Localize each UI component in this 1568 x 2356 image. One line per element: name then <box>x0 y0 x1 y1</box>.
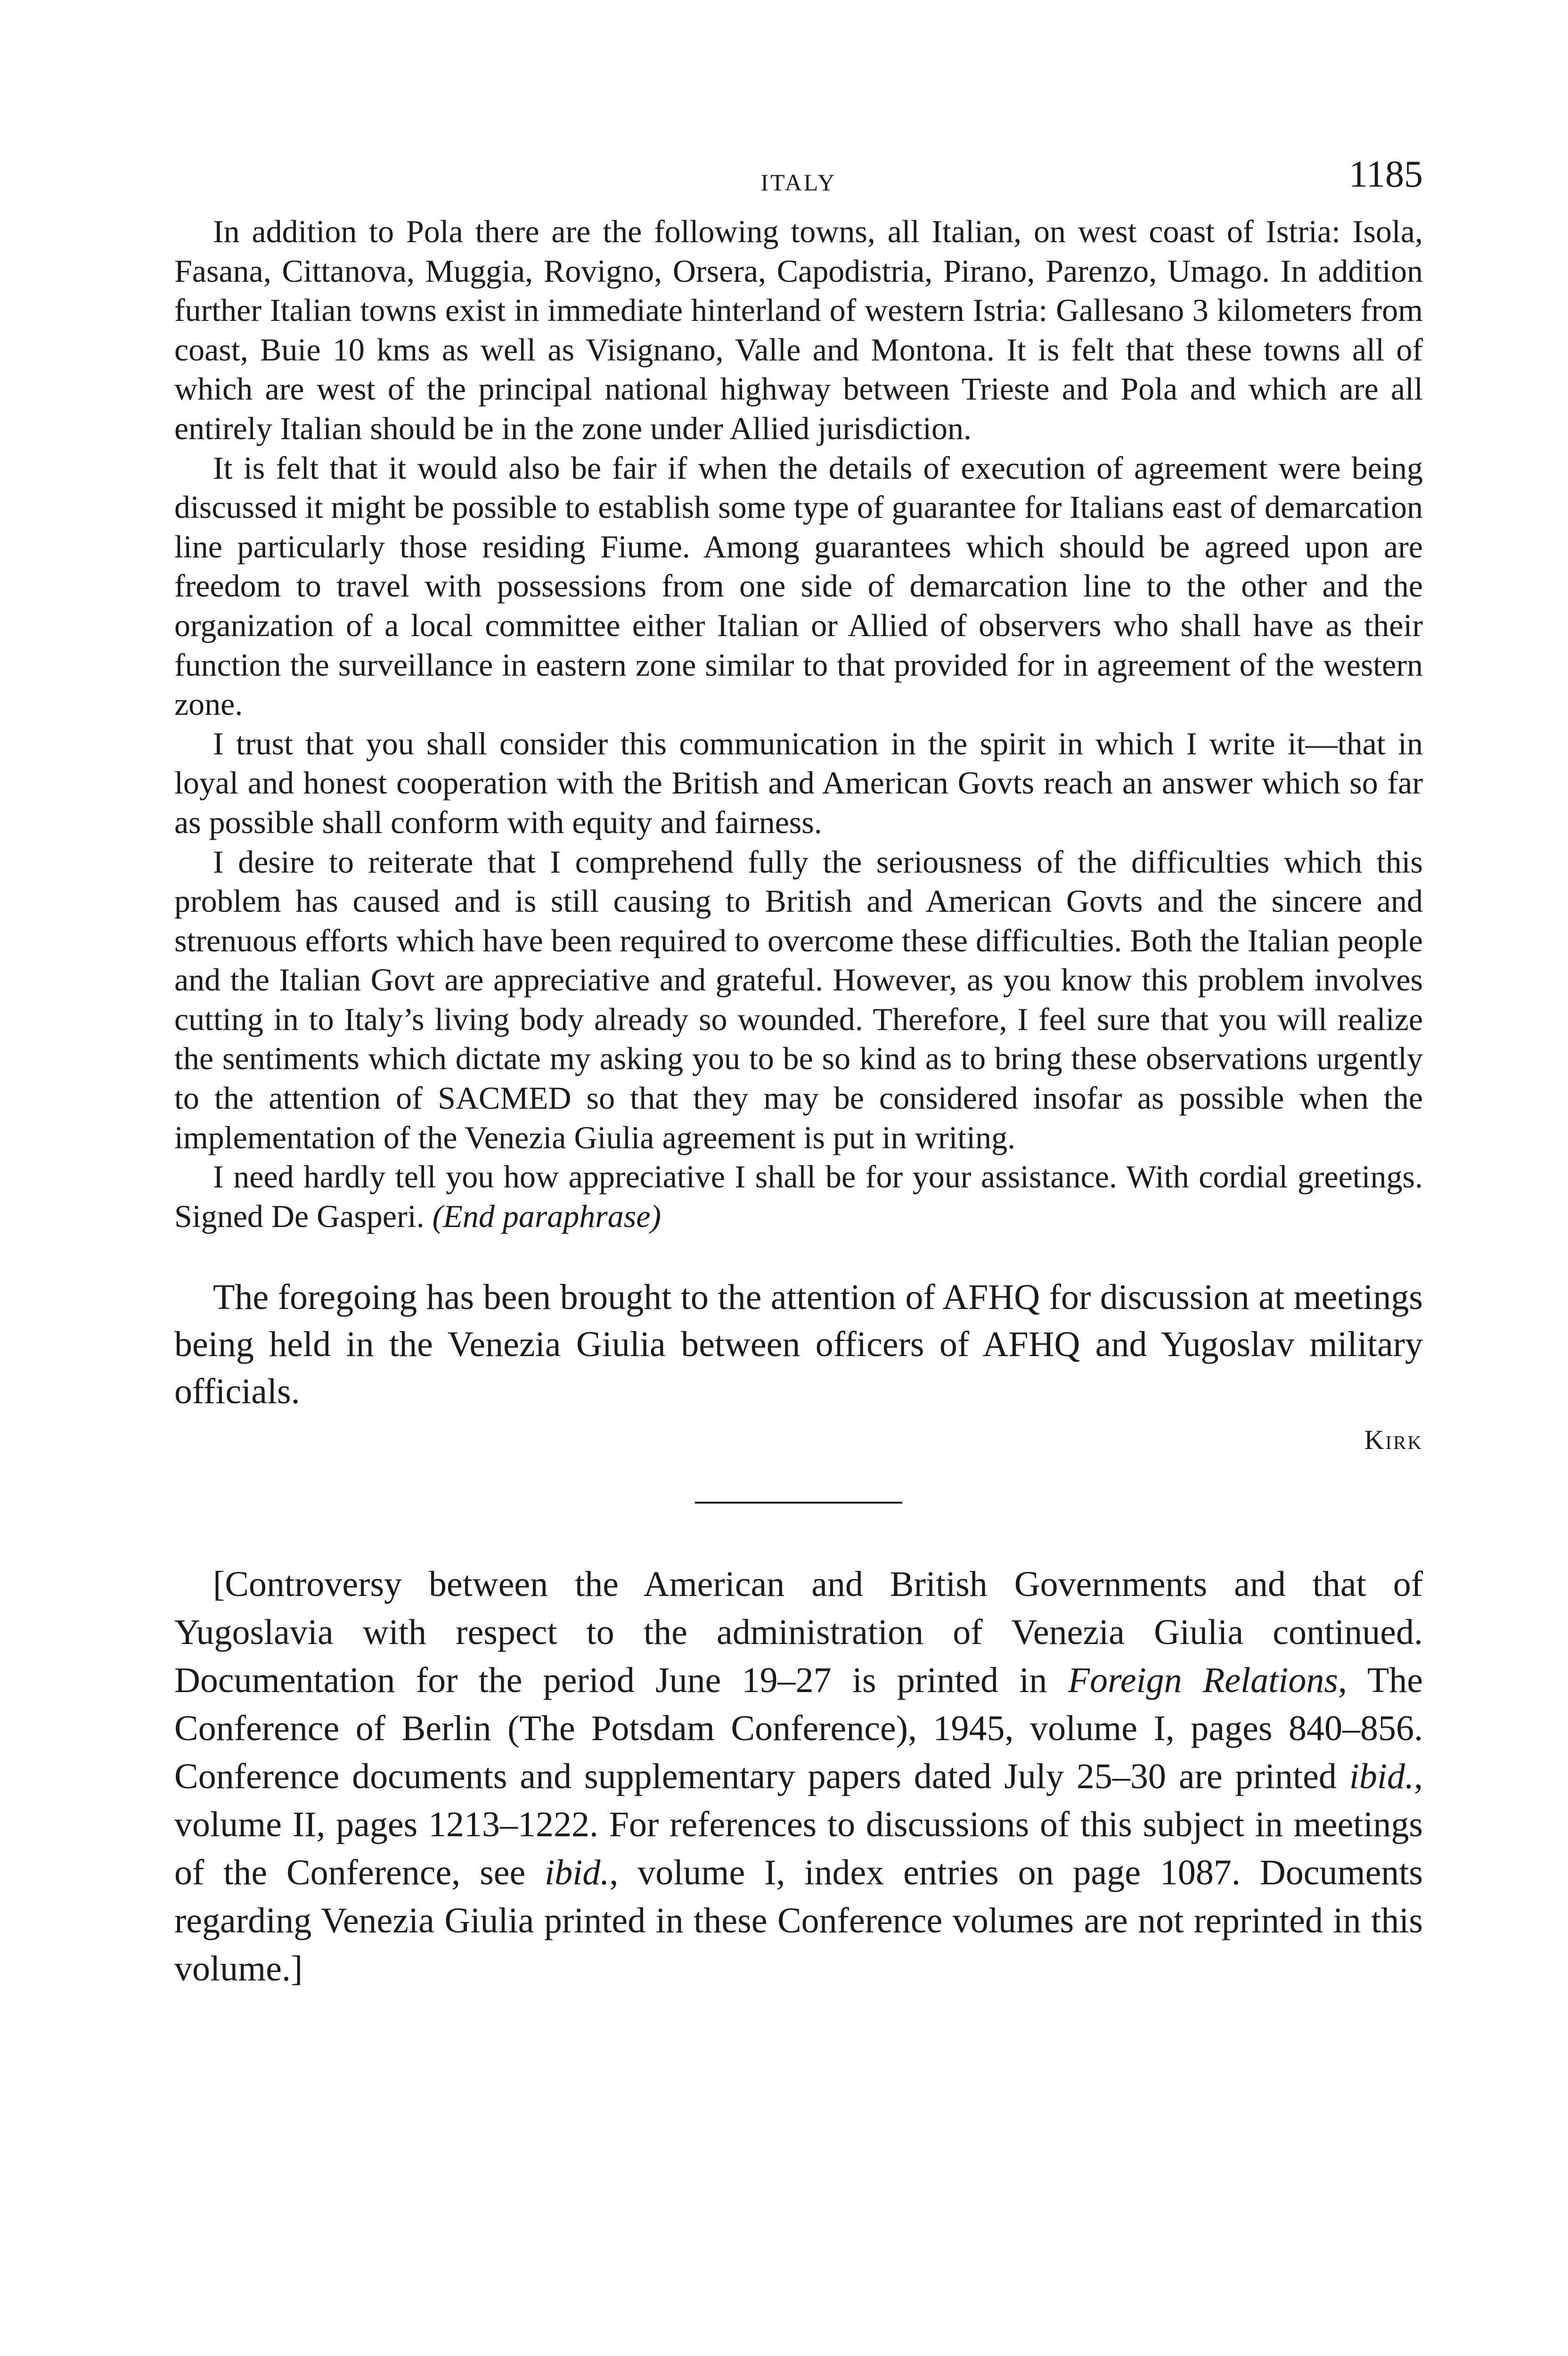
editorial-note-part2: , The Conference of Berlin (The Potsdam Conference), 1945, volume I, pages 840–856. Conference documents and supplementary papers dated July 25–30 are printed <box>174 1660 1423 1796</box>
editorial-note-part3: , volume II, pages 1213–1222. For references to discussions of this subject in meetings of the Conference, see <box>174 1756 1423 1892</box>
signature: Kirk <box>1364 1424 1423 1456</box>
paragraph-guarantees-east: It is felt that it would also be fair if when the details of execution of agreement were being discussed it might be possible to establish some type of guarantee for Italians east of demarcation line particularly those residing Fiume. Among guarantees which should be agreed upon are freedom to travel with possessions from one side of demarcation line to the other and the organization of a local committee either Italian or Allied of observers who shall have as their function the surveillance in eastern zone similar to that provided for in agreement of the western zone. <box>174 450 1423 722</box>
section-divider <box>695 1502 902 1504</box>
editorial-note <box>174 1560 1423 1993</box>
closing-paragraph: The foregoing has been brought to the attention of AFHQ for discussion at meetings being held in the Venezia Giulia between officers of AFHQ and Yugoslav military officials. <box>174 1277 1423 1412</box>
paragraph-reiterate: I desire to reiterate that I comprehend fully the seriousness of the difficulties which this problem has caused and is still causing to British and American Govts and the sincere and strenuous efforts which have been required to overcome these difficulties. Both the Italian people and the Italian Govt are appreciative and grateful. However, as you know this problem involves cutting in to Italy’s living body already so wounded. Therefore, I feel sure that you will realize the sentiments which dictate my asking you to be so kind as to bring these observations urgently to the attention of SACMED so that they may be considered insofar as possible when the implementation of the Venezia Giulia agreement is put in writing. <box>174 843 1423 1155</box>
running-header <box>174 155 1423 212</box>
paragraph-trust: I trust that you shall consider this communication in the spirit in which I write it—that in loyal and honest cooperation with the British and American Govts reach an answer which so far as possible shall conform with equity and fairness. <box>174 725 1423 840</box>
closing-block <box>174 1274 1423 1459</box>
editorial-note-ibid-2: ibid. <box>545 1852 610 1892</box>
document-page <box>174 155 1423 1993</box>
running-title: ITALY <box>760 169 837 196</box>
page-number: 1185 <box>1348 154 1423 195</box>
telegram-body <box>174 212 1423 1236</box>
editorial-note-italic-title: Foreign Relations <box>1068 1660 1338 1700</box>
paragraph-western-istria-towns: In addition to Pola there are the following towns, all Italian, on west coast of Istria: Isola, Fasana, Cittanova, Muggia, Rovigno, Orsera, Capodistria, Pirano, Parenzo, Umago. In addition further Italian towns exist in immediate hinterland of western Istria: Gallesano 3 kilometers from coast, Buie 10 kms as well as Visignano, Valle and Montona. It is felt that these towns all of which are west of the principal national highway between Trieste and Pola and which are all entirely Italian should be in the zone under Allied jurisdiction. <box>174 213 1423 446</box>
end-paraphrase-note: (End paraphrase) <box>432 1198 662 1234</box>
appreciation-text: I need hardly tell you how appreciative I shall be for your assistance. With cordial greetings. Signed De Gasperi. <box>174 1159 1423 1234</box>
editorial-note-part4: , volume I, index entries on page 1087. Documents regarding Venezia Giulia printed in these Conference volumes are not reprinted in this volume.] <box>174 1852 1423 1988</box>
editorial-note-part1: [Controversy between the American and British Governments and that of Yugoslavia with respect to the administration of Venezia Giulia continued. Documentation for the period June 19–27 is printed in <box>174 1564 1423 1700</box>
editorial-note-ibid-1: ibid. <box>1349 1756 1414 1796</box>
paragraph-appreciation <box>174 1157 1423 1236</box>
